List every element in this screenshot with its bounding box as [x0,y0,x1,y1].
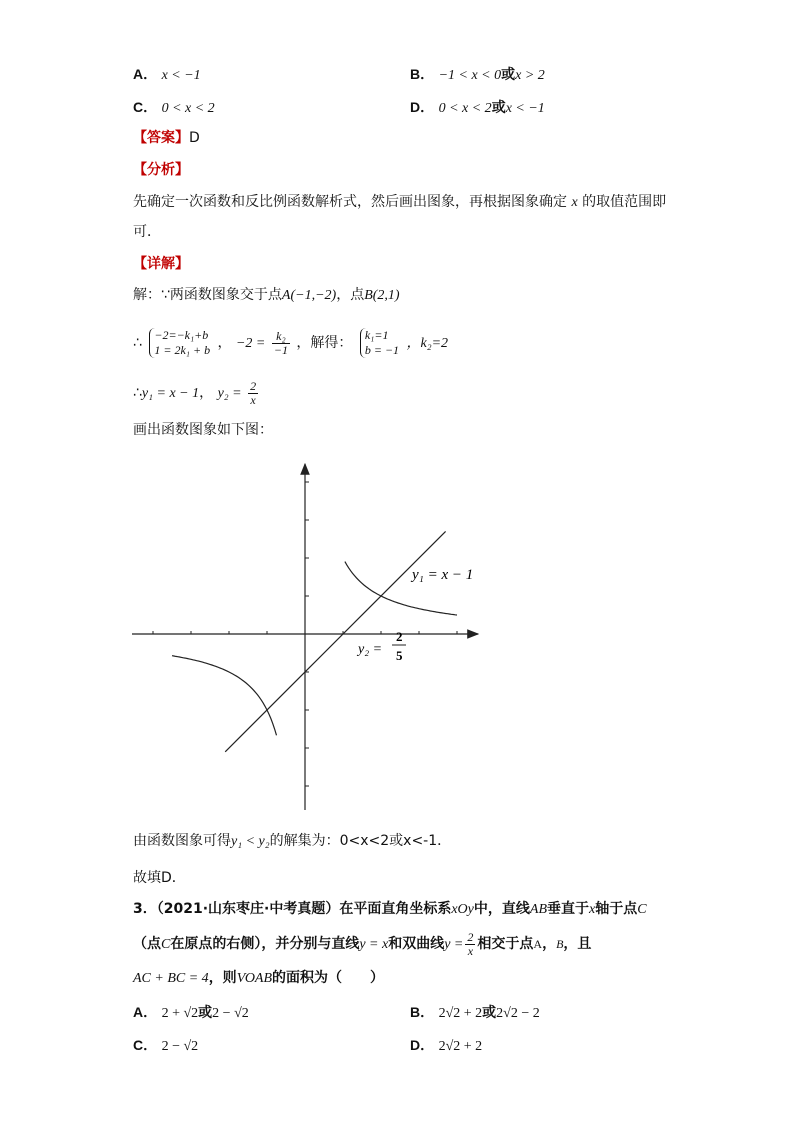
q3-text: ， [542,936,557,952]
q3-math: AB [529,902,547,917]
equation-2: 1 = 2k₁ + b [154,343,211,357]
answer-tag: 【答案】 [133,130,189,146]
analysis-text: 先确定一次函数和反比例函数解析式，然后画出图象，再根据图象确定 [133,194,567,210]
q3-math: A [533,937,543,951]
analysis-var: x [571,195,578,210]
q3-text: 轴于点 [595,901,638,917]
fraction-denominator: −1 [273,342,288,357]
q3-line-3 [133,968,384,989]
therefore-symbol: ∴ [133,335,142,351]
q3-math: y = [444,937,464,952]
conclusion-solution: 的解集为：0<x<2或x<-1． [269,833,452,849]
conclusion-inequality: y₁ < y₂ [231,834,270,849]
point-b: B(2,1) [364,288,400,303]
final-text: 故填D． [133,870,186,886]
conclusion-text: 由函数图象可得 [133,833,231,849]
option-label: D． [410,1037,435,1053]
q3-option-b [410,1002,540,1024]
q3-math: xOy [451,902,474,917]
q3-math: B [556,937,564,951]
solution-3: ，k₂=2 [406,336,449,351]
comma: ， [199,385,214,401]
analysis-text-end: 的取值范围即 [582,194,667,210]
final-line [133,868,186,888]
hyperbola-left-branch [172,656,277,736]
option-text: 2√2 + 2 [438,1039,483,1054]
option-text: 2 + √2 [161,1006,199,1021]
option-text: 0 < x < 2 [438,101,492,116]
fraction-denominator: x [467,943,474,958]
function-graph [120,460,490,820]
q3-line-2 [133,928,591,961]
or-word: 或 [198,1005,213,1021]
equation-3-left: −2 = [235,336,266,351]
option-text: x > 2 [515,68,545,83]
function-y2-fraction [248,380,258,407]
option-text: x < −1 [505,101,545,116]
option-text: x < −1 [161,68,201,83]
solution-2: b = −1 [364,343,400,357]
q3-math: C [161,937,171,952]
q3-text: 和双曲线 [388,936,445,952]
q3-text: 3．（2021·山东枣庄·中考真题）在平面直角坐标系 [133,901,452,917]
q3-text: ，且 [563,936,592,952]
conclusion-line [133,831,451,852]
q3-text: 中，直线 [473,901,530,917]
draw-text: 画出函数图象如下图： [133,422,273,438]
option-text: 2 − √2 [212,1006,249,1021]
q3-text: 的面积为（ ） [272,970,385,986]
detail-functions [133,378,260,409]
q3-line-1 [133,899,647,920]
point-a: A(−1,−2) [281,288,337,303]
or-word: 或 [491,100,506,116]
analysis-line-2 [133,222,161,242]
q3-option-a [133,1002,249,1024]
q2-option-c [133,97,215,119]
q3-text: 在原点的右侧），并分别与直线 [170,936,360,952]
analysis-text: 可． [133,224,161,240]
equation-system-1 [149,328,210,358]
or-word: 或 [501,67,516,83]
option-text: 2√2 + 2 [438,1006,483,1021]
answer-value: D [189,130,200,146]
detail-tag-line [133,254,189,274]
analysis-tag: 【分析】 [133,162,189,178]
label-y1: y₁ = x − 1 [412,567,474,583]
fraction-numerator: 2 [467,929,474,944]
or-word: 或 [482,1005,497,1021]
solved-text: ，解得： [296,335,353,351]
analysis-line-1 [133,192,666,213]
label-y2-numerator: 2 [396,629,403,644]
comma: ， [217,335,232,351]
q3-text: 垂直于 [547,901,589,917]
q3-text: 相交于点 [477,936,534,952]
option-label: B． [410,1004,435,1020]
detail-mid-text: ，点 [336,287,365,303]
analysis-tag-line [133,160,189,180]
option-label: C． [133,1037,158,1053]
q3-fraction [465,931,475,958]
option-text: 0 < x < 2 [161,101,215,116]
option-text: 2 − √2 [161,1039,199,1054]
function-y2-left: y₂ = [217,386,242,401]
therefore-symbol: ∴ [133,385,142,401]
equation-system-2 [360,328,399,358]
fraction-numerator: k₂ [272,330,290,344]
answer-line [133,128,200,148]
label-y2-denominator: 5 [396,648,403,663]
q3-math: C [637,902,647,917]
option-label: A． [133,66,158,82]
equation-1: −2=−k₁+b [154,328,209,342]
q3-text: ，则 [208,970,237,986]
detail-intro [133,285,400,306]
q3-math: x [589,902,596,917]
detail-draw-line [133,420,273,440]
detail-tag: 【详解】 [133,256,189,272]
option-label: B． [410,66,435,82]
option-label: A． [133,1004,158,1020]
q3-math: VOAB [236,971,273,986]
detail-equations [133,326,448,361]
option-text: 2√2 − 2 [496,1006,540,1021]
detail-intro-text: 解：∵两函数图象交于点 [133,287,282,303]
q3-option-d [410,1035,482,1057]
option-label: C． [133,99,158,115]
equation-3-fraction [272,330,290,357]
option-text: −1 < x < 0 [438,68,502,83]
option-label: D． [410,99,435,115]
q2-option-a [133,64,201,86]
label-y2-left: y₂ = [358,642,383,657]
q2-option-d [410,97,545,119]
q3-math: y = x [359,937,389,952]
function-y1: y₁ = x − 1 [141,386,200,401]
fraction-numerator: 2 [250,378,257,393]
fraction-denominator: x [250,392,256,407]
q3-math: AC + BC = 4 [133,971,209,986]
solution-1: k₁=1 [364,328,389,342]
q3-text: （点 [133,936,161,952]
q2-option-b [410,64,545,86]
q3-option-c [133,1035,198,1057]
line-y1 [225,531,445,751]
